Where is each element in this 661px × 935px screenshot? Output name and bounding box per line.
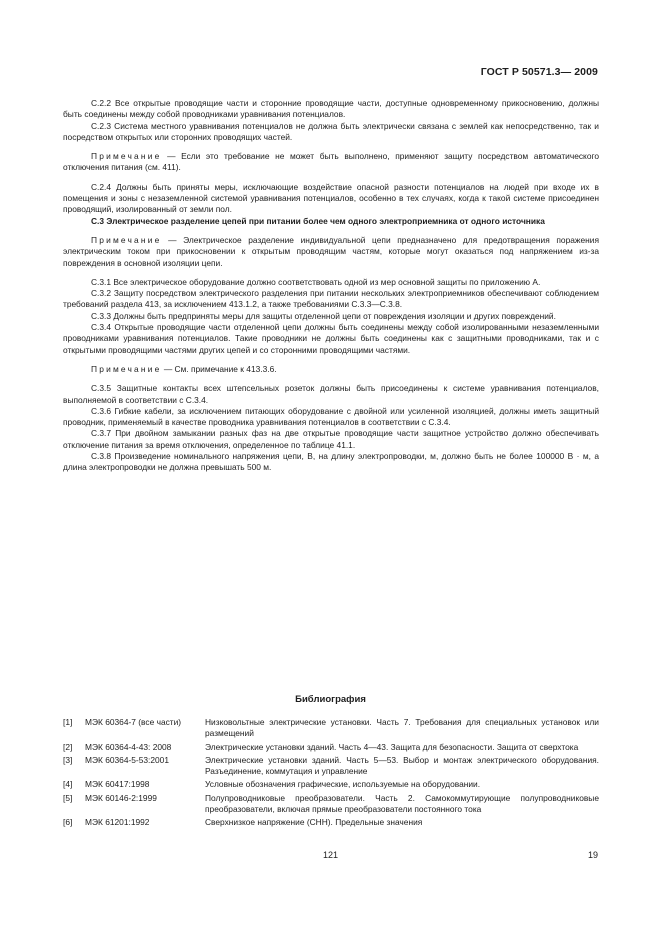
note-text: — Если это требование не может быть выполнено, применяют защиту посредством автоматического отключения питания (см. 411). xyxy=(63,151,600,173)
paragraph-c38: C.3.8 Произведение номинального напряжения цепи, В, на длину электропроводки, м, должно быть не более 100000 В · м, а длина электропроводки не должна превышать 500 м. xyxy=(63,451,599,473)
entry-number: [1] xyxy=(63,717,73,727)
entry-number: [4] xyxy=(63,779,73,790)
page-number-right: 19 xyxy=(587,850,598,860)
paragraph-c32: C.3.2 Защиту посредством электрического разделения при питании нескольких электроприемников обеспечивают соблюдением требований раздела 413, за исключением 413.1.2, а также требованиями C.3.3—C.3.8. xyxy=(63,288,599,310)
note-label: Примечание xyxy=(91,363,162,374)
entry-description: Условные обозначения графические, используемые на оборудовании. xyxy=(205,779,481,790)
entry-standard: МЭК 61201:1992 xyxy=(85,817,150,828)
entry-description: Низковольтные электрические установки. Часть 7. Требования для специальных установок или размещений xyxy=(205,717,599,739)
note-1 xyxy=(63,151,599,174)
paragraph-c22: C.2.2 Все открытые проводящие части и сторонние проводящие части, доступные одновременному прикосновению, должны быть соединены между собой проводниками уравнивания потенциалов. xyxy=(63,98,599,120)
page-number-center: 121 xyxy=(322,850,339,860)
entry-number: [6] xyxy=(63,817,73,828)
note-label: Примечание xyxy=(91,151,162,162)
entry-description: Полупроводниковые преобразователи. Часть 2. Самокоммутирующие полупроводниковые преобразователи, включая прямые преобразователи постоянного тока xyxy=(205,792,599,815)
bibliography-title: Библиография xyxy=(295,694,366,705)
paragraph-c24: C.2.4 Должны быть приняты меры, исключающие воздействие опасной разности потенциалов на людей при входе их в помещения и зоны с незаземленной системой уравнивания потенциалов, особенно в тех случаях, когда к такой системе присоединен проводящий, изолированный от земли пол. xyxy=(63,181,599,215)
note-label: Примечание xyxy=(91,234,162,245)
note-text: — См. примечание к 413.3.6. xyxy=(163,363,277,374)
entry-standard: МЭК 60364-4-43: 2008 xyxy=(85,741,172,752)
bibliography-entry xyxy=(63,755,599,778)
note-text: — Электрическое разделение индивидуальной цепи предназначено для предотвращения поражения электрическим током при прикосновении к открытым проводящим частям, которые могут оказаться под напряжением из-за повреждения в основной изоляции цепи. xyxy=(63,234,599,268)
entry-standard: МЭК 60417:1998 xyxy=(85,779,150,790)
document-header: ГОСТ Р 50571.3— 2009 xyxy=(480,66,598,78)
section-heading-c3: C.3 Электрическое разделение цепей при питании более чем одного электроприемника от одного источника xyxy=(91,215,545,226)
entry-number: [2] xyxy=(63,741,73,752)
bibliography-entry xyxy=(63,779,599,790)
paragraph-c37: C.3.7 При двойном замыкании разных фаз на две открытые проводящие части защитное устройство должно обеспечивать отключение питания за время отключения, определенное по таблице 41.1. xyxy=(63,428,599,450)
entry-number: [5] xyxy=(63,792,73,803)
paragraph-c31: C.3.1 Все электрическое оборудование должно соответствовать одной из мер основной защиты по приложению А. xyxy=(91,276,541,287)
entry-standard: МЭК 60364-5-53:2001 xyxy=(85,754,169,765)
entry-standard: МЭК 60146-2:1999 xyxy=(85,792,157,803)
note-2 xyxy=(63,235,599,269)
bibliography-list xyxy=(63,717,599,831)
bibliography-entry xyxy=(63,793,599,816)
bibliography-entry xyxy=(63,742,599,753)
entry-number: [3] xyxy=(63,754,73,765)
bibliography-entry xyxy=(63,717,599,740)
entry-description: Электрические установки зданий. Часть 4—43. Защита для безопасности. Защита от сверхтока xyxy=(205,741,579,752)
entry-description: Сверхнизкое напряжение (СНН). Предельные значения xyxy=(205,817,423,828)
paragraph-c36: C.3.6 Гибкие кабели, за исключением питающих оборудование с двойной или усиленной изоляцией, должны иметь защитный проводник, применяемый в качестве проводника уравнивания потенциалов в соответствии с C.3.4. xyxy=(63,405,599,428)
entry-description: Электрические установки зданий. Часть 5—53. Выбор и монтаж электрического оборудования. Разъединение, коммутация и управление xyxy=(205,754,599,777)
main-text xyxy=(63,98,599,474)
paragraph-c34: C.3.4 Открытые проводящие части отделенной цепи должны быть соединены между собой изолированными незаземленными проводниками уравнивания потенциалов. Такие проводники не должны быть соединены как с защитными проводниками, так и с открытыми проводящими частями других цепей и со сторонними проводящими частями. xyxy=(63,322,599,355)
paragraph-c35: C.3.5 Защитные контакты всех штепсельных розеток должны быть присоединены к системе уравнивания потенциалов, выполняемой в соответствии с C.3.4. xyxy=(63,383,599,405)
paragraph-c33: C.3.3 Должны быть предприняты меры для защиты отделенной цепи от повреждения изоляции и других повреждений. xyxy=(91,310,556,321)
entry-standard: МЭК 60364-7 (все части) xyxy=(85,717,182,727)
paragraph-c23: C.2.3 Система местного уравнивания потенциалов не должна быть электрически связана с землей как непосредственно, так и посредством открытых или сторонних проводящих частей. xyxy=(63,120,599,142)
note-3 xyxy=(63,364,599,375)
bibliography-entry xyxy=(63,817,599,828)
